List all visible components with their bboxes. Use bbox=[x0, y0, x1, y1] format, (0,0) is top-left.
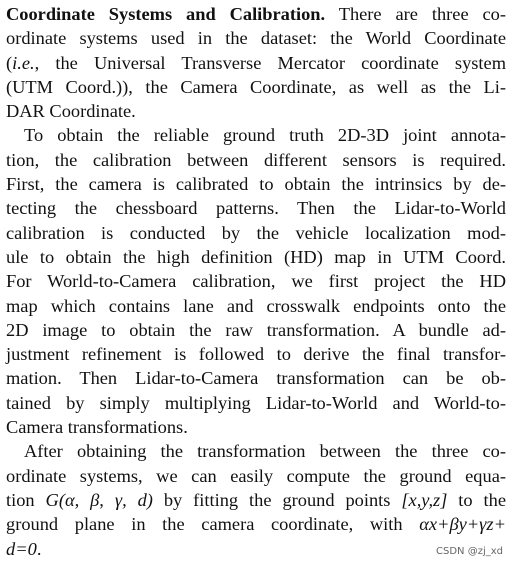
p2-line-2: tion, the calibration between different sensors is required. bbox=[6, 149, 506, 170]
p1-line-1: Coordinate Systems and Calibration. There are three co- bbox=[6, 4, 507, 24]
p1-line-5: DAR Coordinate. bbox=[6, 101, 136, 122]
math-ground-points: [x,y,z] bbox=[401, 489, 448, 510]
p2-line-11: mation. Then Lidar-to-Camera transformation can be ob- bbox=[6, 368, 506, 389]
p3-line-2: ordinate systems, we can easily compute the ground equa- bbox=[6, 465, 506, 486]
p2-line-13: Camera transformations. bbox=[6, 417, 188, 438]
paper-text bbox=[6, 2, 506, 561]
math-plane-equation-a: αx+βy+γz+ bbox=[419, 514, 506, 535]
p2-line-10: justment refinement is followed to derive the final transfor- bbox=[6, 344, 506, 365]
p2-line-7: For World-to-Camera calibration, we first project the HD bbox=[6, 271, 506, 292]
p1-line-2: ordinate systems used in the dataset: the World Coordinate bbox=[6, 28, 506, 49]
p1-line-3: (i.e., the Universal Transverse Mercator coordinate system bbox=[6, 52, 506, 73]
csdn-watermark: CSDN @zj_xd bbox=[436, 546, 503, 557]
p2-line-6: ule to obtain the high definition (HD) map in UTM Coord. bbox=[6, 246, 506, 267]
math-plane-equation-b: d=0 bbox=[6, 538, 37, 559]
p2-line-12: tained by simply multiplying Lidar-to-World and World-to- bbox=[6, 392, 506, 413]
p3-line-5: d=0. bbox=[6, 538, 42, 559]
math-ground-equation: G(α, β, γ, d) bbox=[45, 489, 153, 510]
p3-line-1: After obtaining the transformation between the three co- bbox=[24, 441, 506, 462]
p2-line-8: map which contains lane and crosswalk endpoints onto the bbox=[6, 295, 506, 316]
p2-line-5: calibration is conducted by the vehicle localization mod- bbox=[6, 222, 506, 243]
p3-line-4: ground plane in the camera coordinate, with αx+βy+γz+ bbox=[6, 514, 506, 535]
p2-line-9: 2D image to obtain the raw transformation. A bundle ad- bbox=[6, 319, 506, 340]
p3-line-3: tion G(α, β, γ, d) by fitting the ground points [x,y,z] to the bbox=[6, 489, 506, 510]
p2-line-1: To obtain the reliable ground truth 2D-3D joint annota- bbox=[24, 125, 506, 146]
p1-line-4: (UTM Coord.)), the Camera Coordinate, as well as the Li- bbox=[6, 76, 506, 97]
section-heading: Coordinate Systems and Calibration. bbox=[6, 4, 326, 24]
p2-line-4: tecting the chessboard patterns. Then the Lidar-to-World bbox=[6, 198, 506, 219]
p2-line-3: First, the camera is calibrated to obtain the intrinsics by de- bbox=[6, 174, 506, 195]
